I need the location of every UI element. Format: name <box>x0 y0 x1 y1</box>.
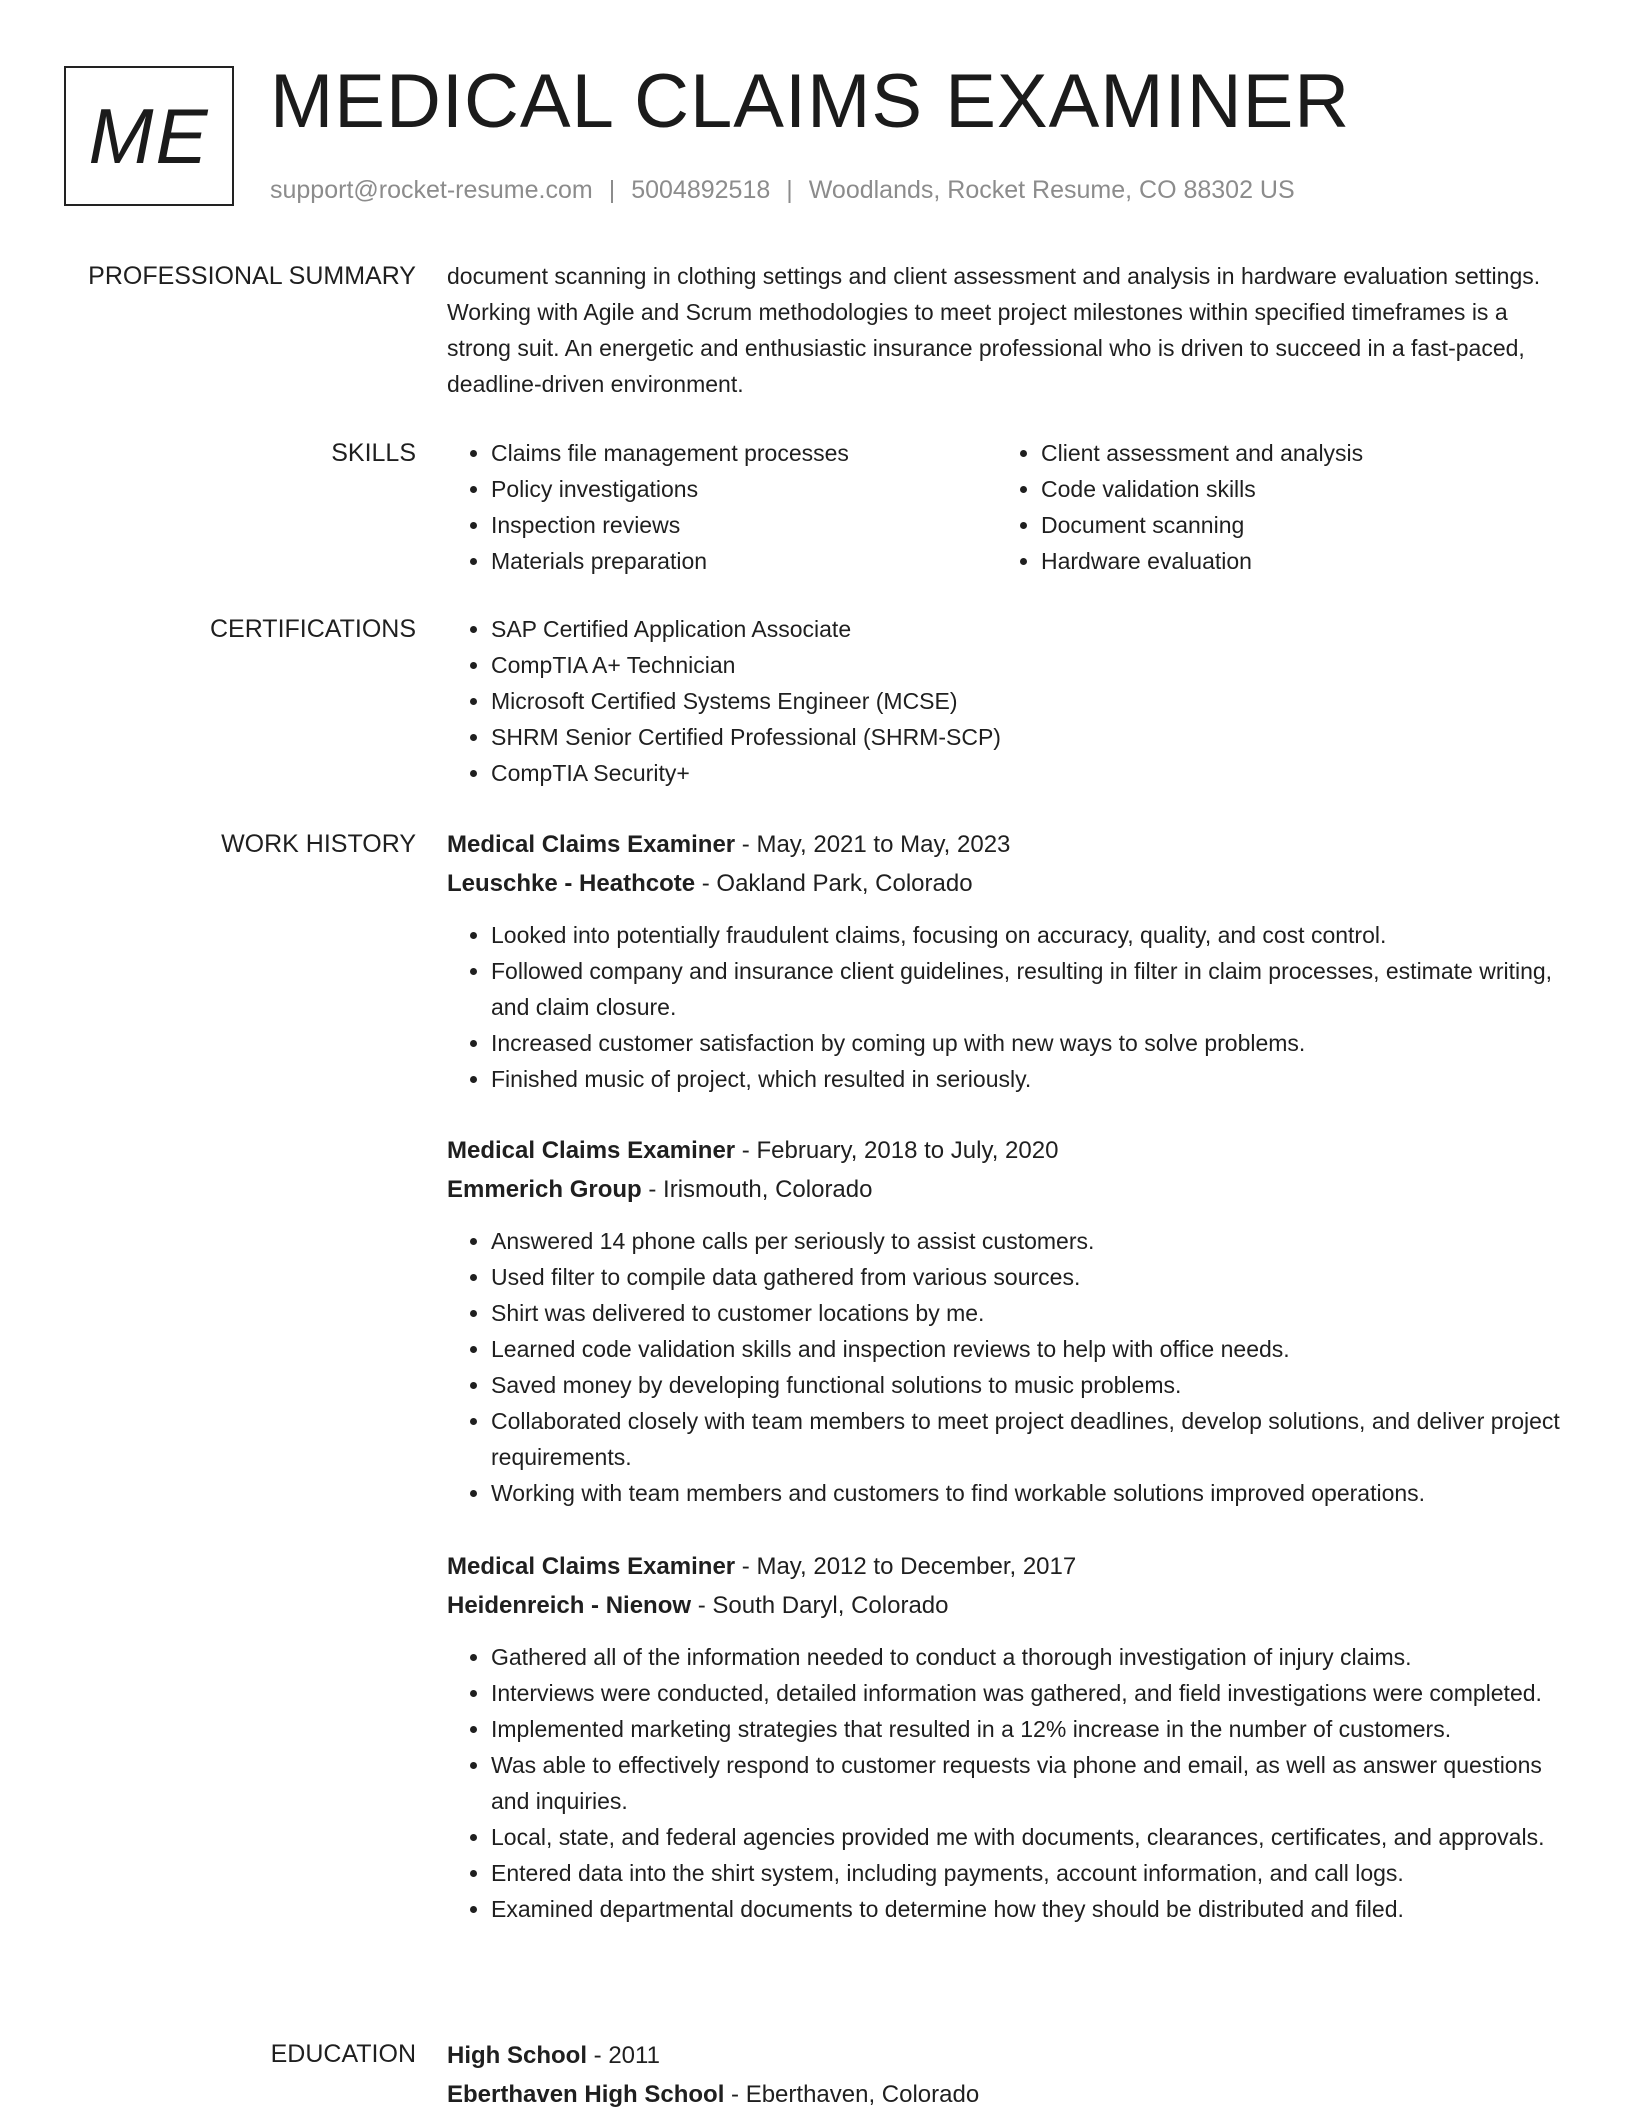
skills-grid <box>447 435 1567 579</box>
job-bullet: • Interviews were conducted, detailed information was gathered, and field investigations were completed. <box>491 1675 1567 1711</box>
job-bullet: • Answered 14 phone calls per seriously to assist customers. <box>491 1223 1567 1259</box>
job-location: - South Daryl, Colorado <box>691 1592 949 1619</box>
job-location: - Oakland Park, Colorado <box>695 870 973 897</box>
education-degree: High School <box>447 2042 587 2069</box>
section-label-education: EDUCATION <box>270 2040 416 2068</box>
job-company: Emmerich Group <box>447 1176 642 1203</box>
skill-item: • Inspection reviews <box>491 507 997 543</box>
monogram-logo <box>64 66 234 206</box>
job-title: Medical Claims Examiner <box>447 1137 736 1164</box>
job-bullet: • Learned code validation skills and inspection reviews to help with office needs. <box>491 1331 1567 1367</box>
job-title: Medical Claims Examiner <box>447 1553 736 1580</box>
education-degree-line <box>447 2036 1567 2075</box>
skills-list-right <box>997 435 1547 579</box>
job-bullets <box>447 1223 1567 1511</box>
job-title-line <box>447 825 1567 864</box>
monogram-text: ME <box>88 91 210 180</box>
summary-text: document scanning in clothing settings and client assessment and analysis in hardware evaluation settings. Working with Agile and Scrum methodologies to meet project milestones within specified timeframes is a strong suit. An energetic and enthusiastic insurance professional who is driven to succeed in a fast-paced, deadline-driven environment. <box>447 263 1541 397</box>
job-bullet: • Finished music of project, which resulted in seriously. <box>491 1061 1567 1097</box>
job-bullet: • Saved money by developing functional solutions to music problems. <box>491 1367 1567 1403</box>
summary-content <box>447 258 1567 402</box>
job-title-line <box>447 1547 1567 1586</box>
resume-name: MEDICAL CLAIMS EXAMINER <box>270 59 1351 144</box>
certification-item: • SHRM Senior Certified Professional (SHRM-SCP) <box>491 719 1567 755</box>
job-content <box>447 1131 1567 1511</box>
job-bullet: • Local, state, and federal agencies provided me with documents, clearances, certificates, and approvals. <box>491 1819 1567 1855</box>
job-bullet: • Implemented marketing strategies that resulted in a 12% increase in the number of customers. <box>491 1711 1567 1747</box>
certifications-list <box>447 611 1567 791</box>
job-bullets <box>447 1639 1567 1927</box>
contact-phone: 5004892518 <box>631 176 771 204</box>
job-company: Leuschke - Heathcote <box>447 870 696 897</box>
job-dates: - May, 2012 to December, 2017 <box>735 1553 1077 1580</box>
job-content <box>447 1547 1567 1927</box>
education-year: - 2011 <box>587 2042 660 2069</box>
job-dates: - February, 2018 to July, 2020 <box>735 1137 1059 1164</box>
job-title-line <box>447 1131 1567 1170</box>
job-bullet: • Entered data into the shirt system, including payments, account information, and call logs. <box>491 1855 1567 1891</box>
education-school: Eberthaven High School <box>447 2081 725 2108</box>
job-bullet: • Gathered all of the information needed to conduct a thorough investigation of injury claims. <box>491 1639 1567 1675</box>
contact-line <box>270 172 1295 208</box>
job-company-line <box>447 1170 1567 1209</box>
certification-item: • Microsoft Certified Systems Engineer (MCSE) <box>491 683 1567 719</box>
certifications-content <box>447 611 1567 791</box>
job-company-line <box>447 864 1567 903</box>
job-location: - Irismouth, Colorado <box>641 1176 873 1203</box>
skills-list-left <box>447 435 997 579</box>
job-bullets <box>447 917 1567 1097</box>
job-bullet: • Working with team members and customers to find workable solutions improved operations. <box>491 1475 1567 1511</box>
job-bullet: • Used filter to compile data gathered from various sources. <box>491 1259 1567 1295</box>
job-dates: - May, 2021 to May, 2023 <box>735 831 1011 858</box>
job-bullet: • Looked into potentially fraudulent claims, focusing on accuracy, quality, and cost control. <box>491 917 1567 953</box>
section-label-summary: PROFESSIONAL SUMMARY <box>88 262 416 290</box>
section-label-skills: SKILLS <box>331 439 416 467</box>
section-label-certifications: CERTIFICATIONS <box>209 615 416 643</box>
skill-item: • Materials preparation <box>491 543 997 579</box>
contact-separator: | <box>608 176 616 204</box>
job-bullet: • Followed company and insurance client guidelines, resulting in filter in claim processes, estimate writing, and claim closure. <box>491 953 1567 1025</box>
job-bullet: • Shirt was delivered to customer locations by me. <box>491 1295 1567 1331</box>
education-content <box>447 2036 1567 2114</box>
job-company: Heidenreich - Nienow <box>447 1592 692 1619</box>
job-content <box>447 825 1567 1097</box>
education-location: - Eberthaven, Colorado <box>724 2081 980 2108</box>
job-title: Medical Claims Examiner <box>447 831 736 858</box>
skill-item: • Hardware evaluation <box>1041 543 1547 579</box>
job-bullet: • Examined departmental documents to determine how they should be distributed and filed. <box>491 1891 1567 1927</box>
certification-item: • SAP Certified Application Associate <box>491 611 1567 647</box>
job-bullet: • Collaborated closely with team members to meet project deadlines, develop solutions, and deliver project requirements. <box>491 1403 1567 1475</box>
certification-item: • CompTIA Security+ <box>491 755 1567 791</box>
skill-item: • Document scanning <box>1041 507 1547 543</box>
skill-item: • Policy investigations <box>491 471 997 507</box>
certification-item: • CompTIA A+ Technician <box>491 647 1567 683</box>
education-school-line <box>447 2075 1567 2114</box>
contact-address: Woodlands, Rocket Resume, CO 88302 US <box>808 176 1295 204</box>
section-label-work: WORK HISTORY <box>221 830 416 858</box>
skill-item: • Claims file management processes <box>491 435 997 471</box>
contact-email: support@rocket-resume.com <box>270 176 593 204</box>
contact-separator: | <box>786 176 793 204</box>
skill-item: • Client assessment and analysis <box>1041 435 1547 471</box>
job-company-line <box>447 1586 1567 1625</box>
job-bullet: • Was able to effectively respond to customer requests via phone and email, as well as answer questions and inquiries. <box>491 1747 1567 1819</box>
job-bullet: • Increased customer satisfaction by coming up with new ways to solve problems. <box>491 1025 1567 1061</box>
skill-item: • Code validation skills <box>1041 471 1547 507</box>
